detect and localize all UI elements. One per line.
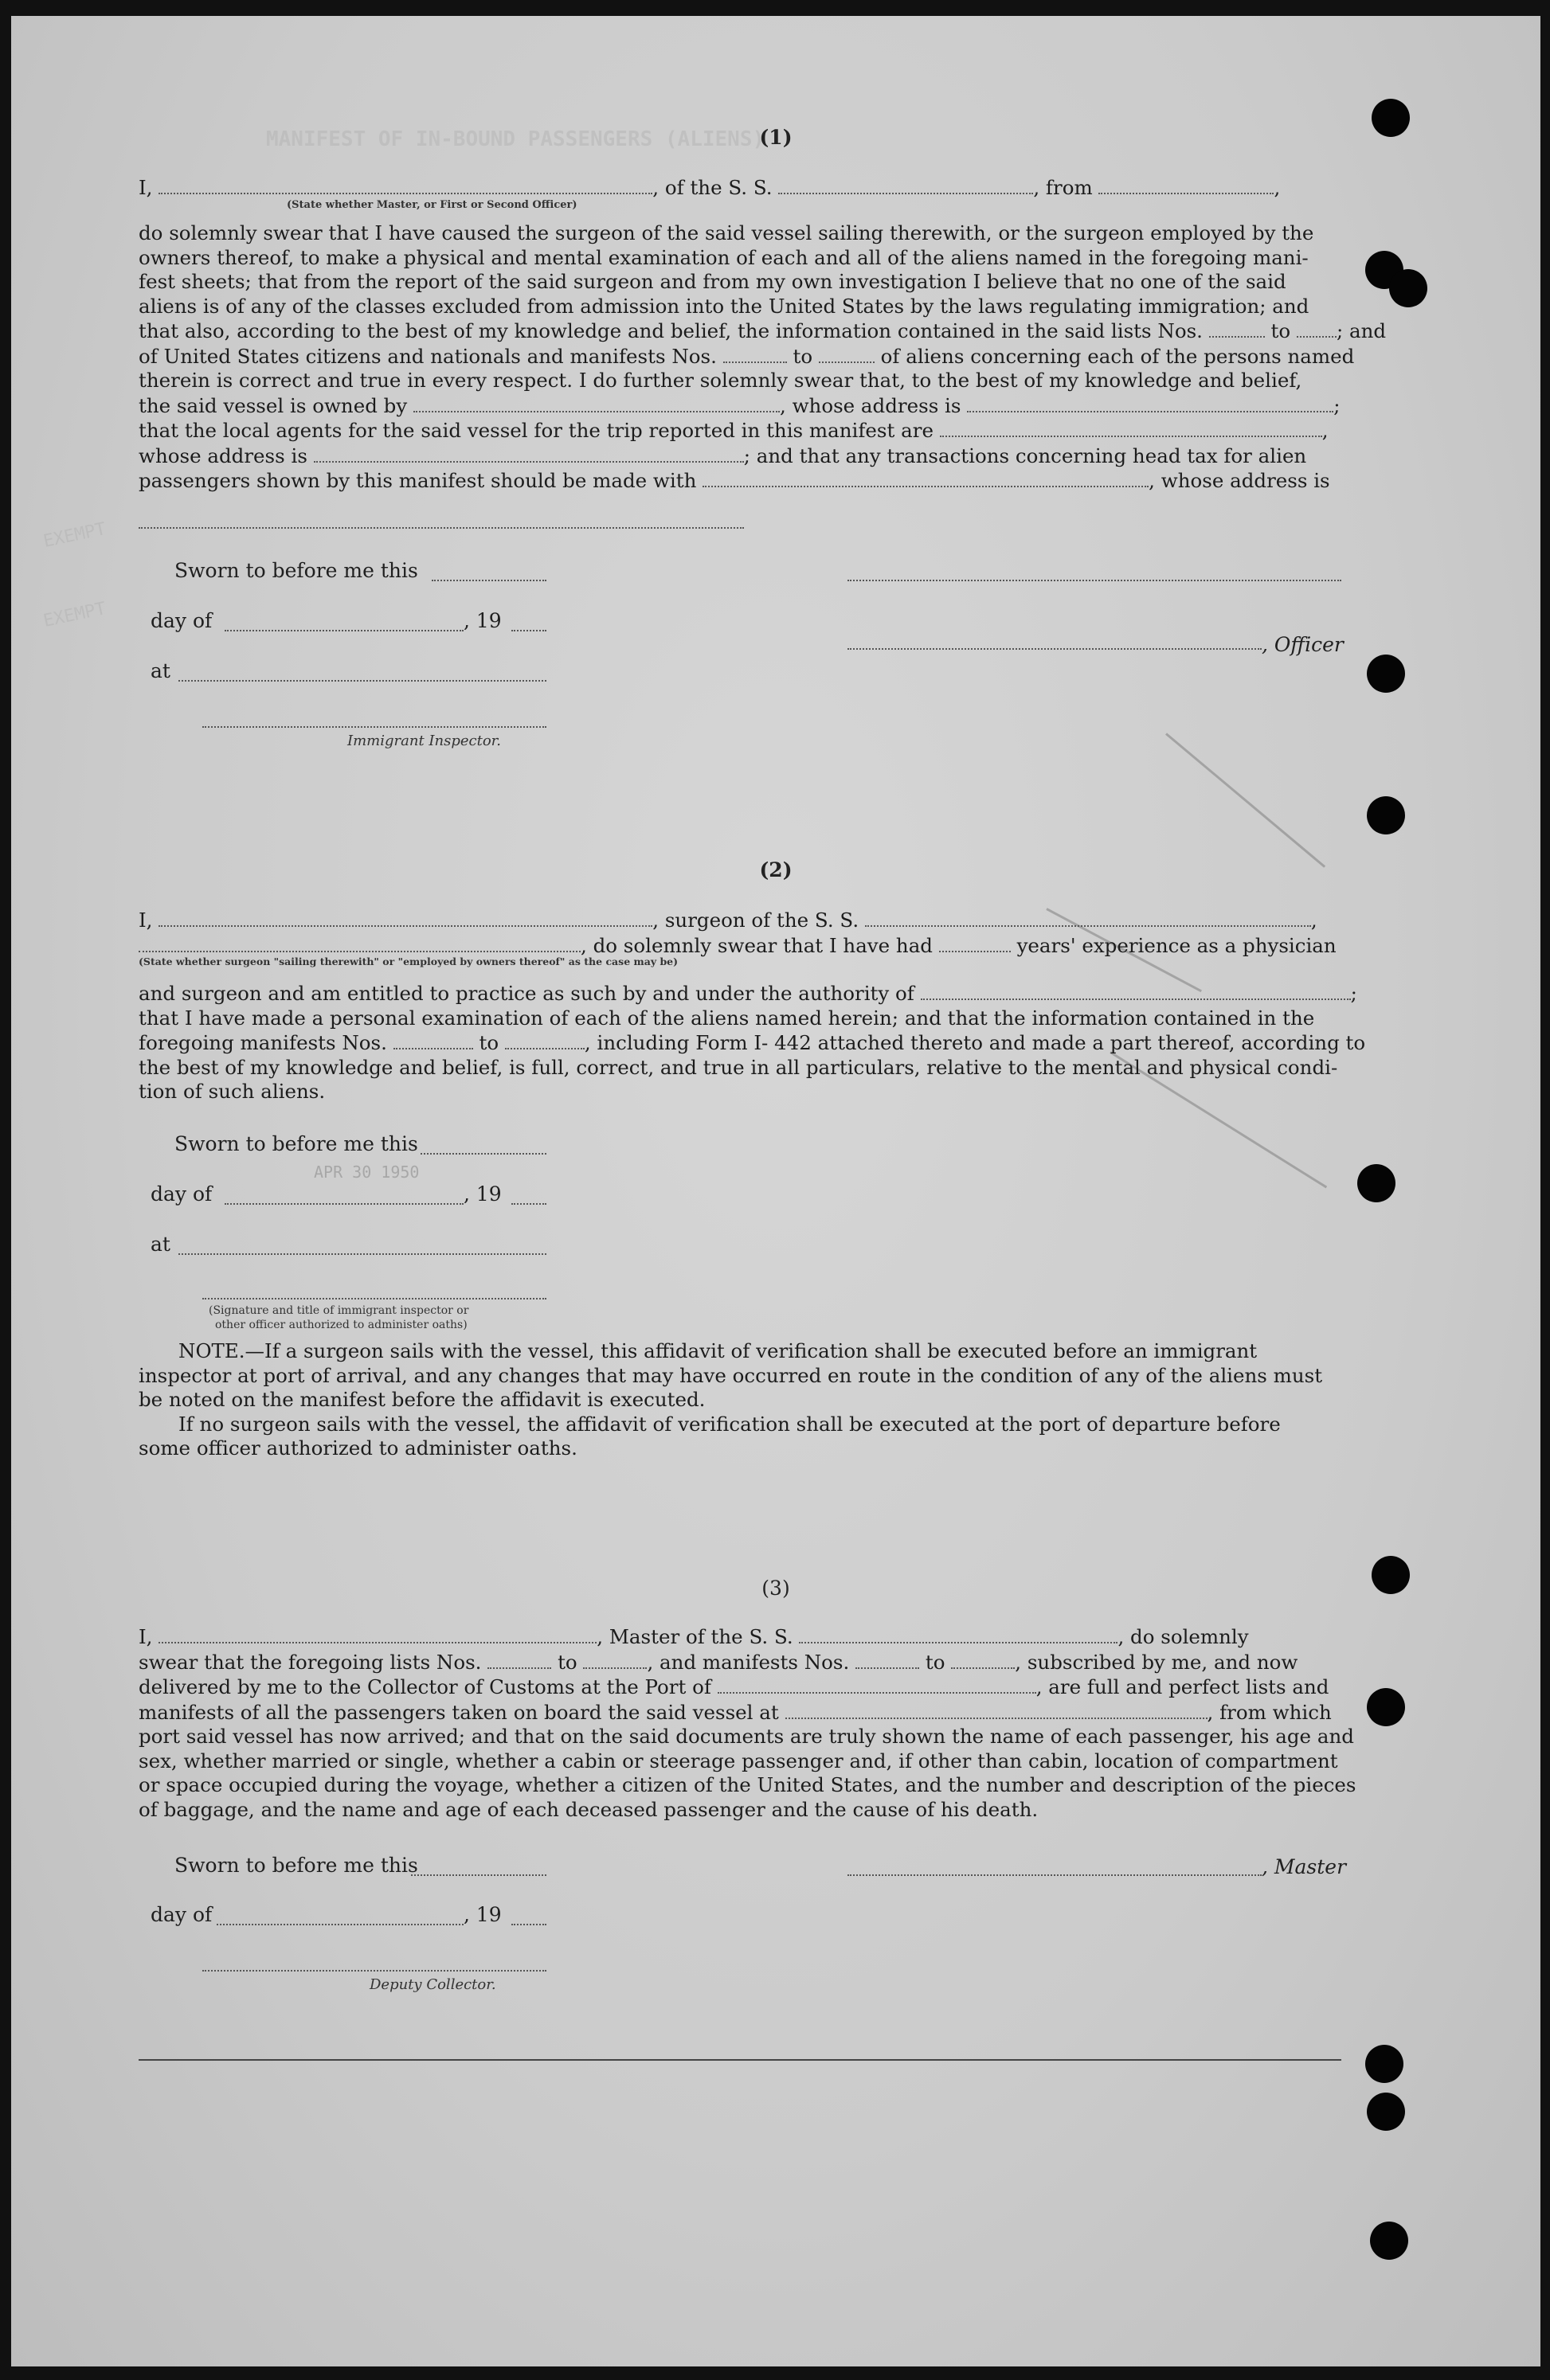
vessel-name-field[interactable] [778,175,1033,194]
punch-hole [1365,2045,1403,2083]
manifest-to-field[interactable] [819,344,875,363]
text: to [925,1650,945,1674]
text: I, [139,176,153,199]
oath-line: owners thereof, to make a physical and mental examination of each and all of the aliens named in the foregoing mani- [139,245,1309,269]
year-field-3[interactable] [511,1922,546,1925]
text: I, [139,909,153,932]
day-field-3[interactable] [217,1922,464,1925]
at-field-1[interactable] [178,678,546,682]
text: the said vessel is owned by [139,393,408,417]
owner-field[interactable] [413,393,780,412]
oath-line: port said vessel has now arrived; and that on the said documents are truly shown the name of each passenger, his age and [139,1725,1354,1748]
lists-nos-line [139,319,1387,344]
text: , [1274,176,1281,199]
text: , surgeon of the S. S. [652,909,859,932]
text: manifests of all the passengers taken on board the said vessel at [139,1700,779,1724]
text: to [558,1650,577,1674]
punch-hole [1367,655,1405,693]
text: , are full and perfect lists and [1035,1675,1329,1698]
text: , [1321,419,1329,442]
master-label: , Master [1262,1855,1347,1878]
note-block [139,1339,1341,1461]
punch-hole [1367,1688,1405,1726]
authority-field[interactable] [921,981,1351,1000]
sworn-label-1: Sworn to before me this [174,559,418,582]
from-port-field[interactable] [1098,175,1274,194]
head-tax-address-field[interactable] [139,526,744,529]
oath-line: do solemnly swear that I have caused the surgeon of the said vessel sailing therewith, or the surgeon employed by the [139,221,1314,244]
day-of-label-3: day of [151,1903,213,1926]
officer-signature-field[interactable] [847,578,1341,581]
text: whose address is [139,444,307,467]
master-signature-field[interactable] [847,1873,1262,1876]
text: , of the S. S. [652,176,773,199]
text: I, [139,1625,153,1648]
text: , whose address is [1149,469,1330,492]
master-line-1 [139,1624,1341,1650]
owner-address-field[interactable] [967,393,1333,412]
oath-line: tion of such aliens. [139,1080,326,1103]
master-name-field[interactable] [159,175,652,194]
master-vessel-field[interactable] [799,1624,1117,1643]
foregoing-to-field[interactable] [505,1030,585,1049]
text: that also, according to the best of my knowledge and belief, the information contained in the said lists Nos. [139,319,1203,342]
day-field-1[interactable] [225,628,464,631]
customs-port-field[interactable] [718,1675,1036,1694]
year-label-3: , 19 [464,1903,502,1926]
bottom-rule [139,2059,1341,2061]
section-2-number: (2) [759,858,793,881]
citizens-line [139,344,1355,369]
note-line: some officer authorized to administer oaths. [139,1436,577,1460]
text: of aliens concerning each of the persons named [880,344,1355,368]
header-bleed: MANIFEST OF IN-BOUND PASSENGERS (ALIENS) [266,127,765,151]
head-tax-agent-field[interactable] [703,468,1149,487]
text: , do solemnly [1117,1625,1249,1648]
sworn-field-1[interactable] [432,578,546,581]
year-field-2[interactable] [511,1202,546,1205]
section-2-body [139,981,1366,1104]
oath-line: or space occupied during the voyage, whether a citizen of the United States, and the number and description of the pieces [139,1773,1356,1796]
text: ; [1350,982,1357,1005]
surgeon-line-1 [139,908,1341,933]
foregoing-line [139,1030,1366,1056]
text: , from which [1207,1700,1332,1724]
text: to [1270,319,1291,342]
text: ; [1333,393,1341,417]
collector-caption: Deputy Collector. [370,1976,496,1993]
head-tax-line [139,468,1341,494]
oath-line: of baggage, and the name and age of each deceased passenger and the cause of his death. [139,1797,1039,1821]
punch-hole [1389,269,1427,307]
day-field-2[interactable] [225,1202,464,1205]
surgeon-type-field[interactable] [139,933,581,952]
text: , [1310,909,1317,932]
text: foregoing manifests Nos. [139,1031,387,1054]
section-1-body [139,221,1387,494]
at-label-2: at [151,1233,170,1256]
boarding-port-field[interactable] [785,1700,1208,1719]
text: to [793,344,813,368]
oath-line: aliens is of any of the classes excluded from admission into the United States by the laws regulating immigration; and [139,294,1309,318]
oath-line: therein is correct and true in every respect. I do further solemnly swear that, to the best of my knowledge and belief, [139,369,1302,392]
text: , from [1033,176,1093,199]
day-of-label-2: day of [151,1182,213,1206]
section-1-number: (1) [759,126,793,149]
sworn-label-3: Sworn to before me this [174,1854,418,1877]
lists-from-field[interactable] [1209,319,1265,338]
text: , do solemnly swear that I have had [581,933,933,957]
text: delivered by me to the Collector of Customs at the Port of [139,1675,711,1698]
text: swear that the foregoing lists Nos. [139,1650,482,1674]
text: of United States citizens and nationals and manifests Nos. [139,344,717,368]
surgeon-line-2 [139,933,1341,959]
bleed-stroke [1165,733,1325,867]
owned-line [139,393,1341,419]
years-experience-field[interactable] [939,933,1011,952]
master-line-4 [139,1700,1341,1725]
punch-hole [1357,1164,1395,1202]
foregoing-from-field[interactable] [393,1030,473,1049]
text: ; and that any transactions concerning head tax for alien [743,444,1307,467]
agents-line [139,418,1341,444]
manifests-to-field-3[interactable] [951,1650,1015,1669]
agents-field[interactable] [940,418,1322,437]
master-name-field-3[interactable] [159,1624,597,1643]
manifest-back-page [11,16,1540,2366]
text: , Master of the S. S. [597,1625,793,1648]
exempt-bleed: EXEMPT [41,519,108,552]
lists-to-field-3[interactable] [583,1650,647,1669]
at-field-2[interactable] [178,1252,546,1255]
punch-hole [1370,2222,1408,2260]
day-of-label-1: day of [151,609,213,632]
surgeon-caption: (State whether surgeon "sailing therewith" or "employed by owners thereof" as the case may be) [139,956,679,967]
text: to [479,1031,499,1054]
sworn-label-2: Sworn to before me this [174,1132,418,1155]
oath-line: sex, whether married or single, whether a cabin or steerage passenger and, if other than cabin, location of compartment [139,1749,1338,1772]
text: passengers shown by this manifest should be made with [139,469,697,492]
punch-hole [1367,2093,1405,2131]
surgeon-name-field[interactable] [159,908,652,927]
section-2-header [139,908,1341,958]
manifest-from-field[interactable] [723,344,787,363]
officer-label: , Officer [1262,633,1344,656]
section-1-line-1 [139,175,1341,201]
at-label-1: at [151,659,170,682]
agent-address-line [139,444,1341,469]
verifier-caption-1: (Signature and title of immigrant inspector or [209,1304,469,1317]
manifests-from-field-3[interactable] [855,1650,919,1669]
officer-title-field[interactable] [847,647,1262,650]
exempt-bleed-2: EXEMPT [41,599,108,631]
section-3-body [139,1624,1356,1822]
lists-to-field[interactable] [1297,319,1337,338]
sworn-field-3[interactable] [411,1873,546,1876]
text: , subscribed by me, and now [1015,1650,1298,1674]
agent-address-field[interactable] [314,444,744,463]
oath-line: that I have made a personal examination of each of the aliens named herein; and that the information contained in the [139,1006,1315,1030]
text: years' experience as a physician [1016,933,1337,957]
punch-hole [1367,796,1405,834]
text: ; and [1336,319,1387,342]
inspector-signature-field[interactable] [202,725,546,728]
text: , whose address is [780,393,961,417]
text: that the local agents for the said vessel for the trip reported in this manifest are [139,419,934,442]
officer-caption: (State whether Master, or First or Second Officer) [287,199,577,211]
collector-signature-field[interactable] [202,1968,546,1972]
verifier-caption-2: other officer authorized to administer oaths) [215,1319,468,1331]
oath-line: fest sheets; that from the report of the said surgeon and from my own investigation I believe that no one of the said [139,270,1286,293]
text: , and manifests Nos. [647,1650,850,1674]
inspector-caption: Immigrant Inspector. [347,733,502,749]
year-field-1[interactable] [511,628,546,631]
date-stamp-bleed: APR 30 1950 [314,1163,420,1182]
lists-from-field-3[interactable] [487,1650,551,1669]
section-3-number: (3) [761,1577,790,1600]
sworn-field-2[interactable] [421,1151,546,1155]
text: , including Form I- 442 attached thereto and made a part thereof, according to [584,1031,1366,1054]
oath-line: the best of my knowledge and belief, is full, correct, and true in all particulars, relative to the mental and physical condi- [139,1055,1338,1079]
text: and surgeon and am entitled to practice as such by and under the authority of [139,982,914,1005]
year-label-2: , 19 [464,1182,502,1206]
verifier-signature-field[interactable] [202,1296,546,1299]
master-line-3 [139,1675,1341,1700]
surgeon-vessel-field[interactable] [865,908,1311,927]
note-line: be noted on the manifest before the affidavit is executed. [139,1388,706,1411]
authority-line [139,981,1357,1006]
note-line: NOTE.—If a surgeon sails with the vessel, this affidavit of verification shall be executed before an immigrant [178,1339,1258,1362]
year-label-1: , 19 [464,609,502,632]
master-line-2 [139,1650,1341,1675]
note-line: inspector at port of arrival, and any changes that may have occurred en route in the condition of any of the aliens must [139,1363,1323,1387]
section-1-oath [139,175,1341,201]
note-line: If no surgeon sails with the vessel, the affidavit of verification shall be executed at the port of departure before [178,1412,1281,1436]
